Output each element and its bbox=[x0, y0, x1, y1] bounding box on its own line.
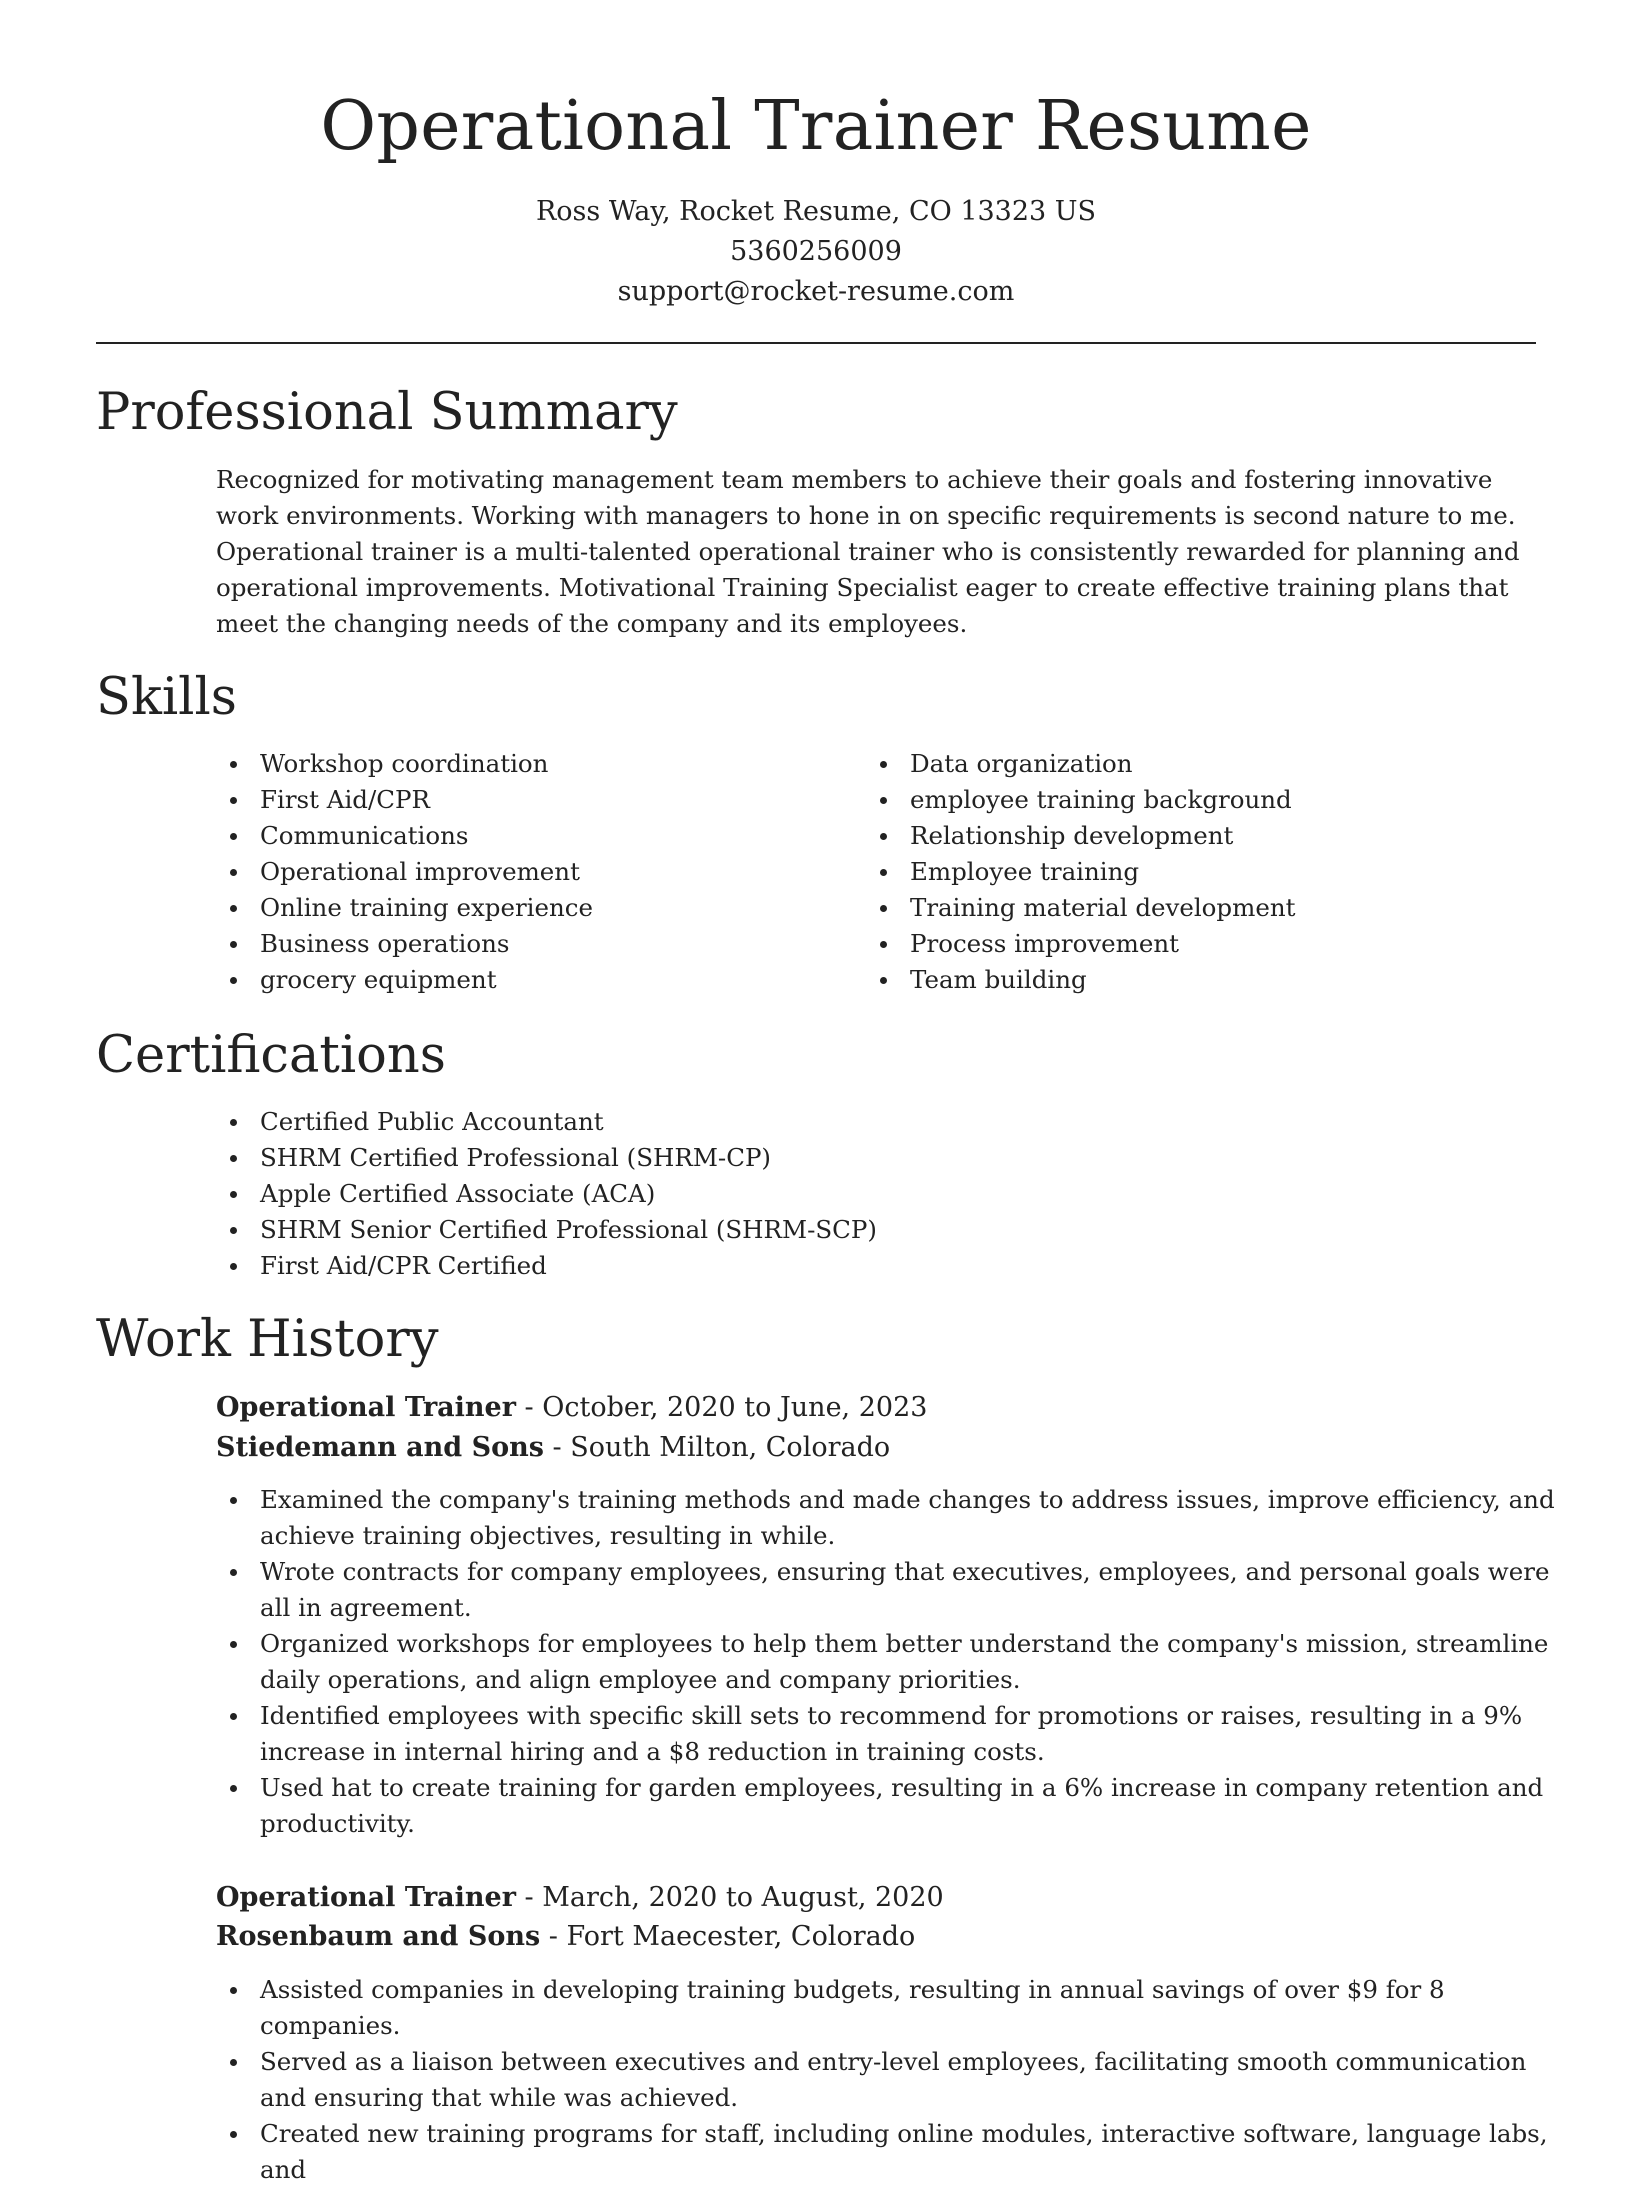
job-bullet-list bbox=[216, 1972, 1556, 2188]
job-title: Operational Trainer bbox=[216, 1882, 516, 1913]
skill-item: grocery equipment bbox=[216, 962, 856, 998]
certifications-list bbox=[216, 1104, 1216, 1284]
skills-heading: Skills bbox=[96, 668, 237, 727]
job-company-line: Rosenbaum and Sons - Fort Maecester, Colorado bbox=[216, 1921, 916, 1952]
contact-phone: 5360256009 bbox=[730, 236, 902, 267]
job-location: Fort Maecester, Colorado bbox=[566, 1921, 916, 1952]
work-history-heading: Work History bbox=[96, 1310, 439, 1369]
job-company-line: Stiedemann and Sons - South Milton, Colorado bbox=[216, 1432, 891, 1463]
skill-item: Employee training bbox=[866, 854, 1506, 890]
certification-item: SHRM Certified Professional (SHRM-CP) bbox=[216, 1140, 1216, 1176]
certification-item: First Aid/CPR Certified bbox=[216, 1248, 1216, 1284]
job-title-line: Operational Trainer - October, 2020 to June, 2023 bbox=[216, 1392, 928, 1423]
skill-item: Online training experience bbox=[216, 890, 856, 926]
job-dates: October, 2020 to June, 2023 bbox=[542, 1392, 928, 1423]
job-bullet: Examined the company's training methods and made changes to address issues, improve efficiency, and achieve training objectives, resulting in while. bbox=[216, 1482, 1556, 1554]
skill-item: First Aid/CPR bbox=[216, 782, 856, 818]
certifications-heading: Certifications bbox=[96, 1026, 446, 1085]
skill-item: Data organization bbox=[866, 746, 1506, 782]
resume-title: Operational Trainer Resume bbox=[320, 87, 1312, 166]
job-bullet: Organized workshops for employees to help them better understand the company's mission, streamline daily operations, and align employee and company priorities. bbox=[216, 1626, 1556, 1698]
skill-item: Relationship development bbox=[866, 818, 1506, 854]
job-company: Rosenbaum and Sons bbox=[216, 1921, 541, 1952]
skill-item: employee training background bbox=[866, 782, 1506, 818]
skill-item: Workshop coordination bbox=[216, 746, 856, 782]
job-company: Stiedemann and Sons bbox=[216, 1432, 544, 1463]
summary-text: Recognized for motivating management team members to achieve their goals and fostering innovative work environments. Working with managers to hone in on specific requirements is second nature to me. Operational trainer is a multi-talented operational trainer who is consistently rewarded for planning and operational improvements. Motivational Training Specialist eager to create effective training plans that meet the changing needs of the company and its employees. bbox=[216, 465, 1520, 638]
skill-item: Communications bbox=[216, 818, 856, 854]
job-bullet: Used hat to create training for garden employees, resulting in a 6% increase in company retention and productivity. bbox=[216, 1770, 1556, 1842]
certification-item: Apple Certified Associate (ACA) bbox=[216, 1176, 1216, 1212]
job-bullet: Wrote contracts for company employees, ensuring that executives, employees, and personal goals were all in agreement. bbox=[216, 1554, 1556, 1626]
job-title-line: Operational Trainer - March, 2020 to August, 2020 bbox=[216, 1882, 944, 1913]
job-bullet: Served as a liaison between executives and entry-level employees, facilitating smooth communication and ensuring that while was achieved. bbox=[216, 2044, 1556, 2116]
job-title: Operational Trainer bbox=[216, 1392, 516, 1423]
skills-list-right bbox=[866, 746, 1506, 998]
skills-list-left bbox=[216, 746, 856, 998]
job-location: South Milton, Colorado bbox=[570, 1432, 891, 1463]
summary-heading: Professional Summary bbox=[96, 383, 678, 442]
contact-block bbox=[0, 192, 1632, 312]
skill-item: Business operations bbox=[216, 926, 856, 962]
certification-item: Certified Public Accountant bbox=[216, 1104, 1216, 1140]
job-bullet: Identified employees with specific skill sets to recommend for promotions or raises, resulting in a 9% increase in internal hiring and a $8 reduction in training costs. bbox=[216, 1698, 1556, 1770]
skill-item: Training material development bbox=[866, 890, 1506, 926]
contact-email: support@rocket-resume.com bbox=[617, 276, 1015, 307]
job-bullet: Assisted companies in developing training budgets, resulting in annual savings of over $9 for 8 companies. bbox=[216, 1972, 1556, 2044]
job-bullet: Created new training programs for staff, including online modules, interactive software, language labs, and bbox=[216, 2116, 1556, 2188]
header-divider bbox=[96, 342, 1536, 344]
contact-address: Ross Way, Rocket Resume, CO 13323 US bbox=[535, 196, 1097, 227]
job-bullet-list bbox=[216, 1482, 1556, 1842]
job-dates: March, 2020 to August, 2020 bbox=[542, 1882, 944, 1913]
skill-item: Team building bbox=[866, 962, 1506, 998]
skill-item: Operational improvement bbox=[216, 854, 856, 890]
skill-item: Process improvement bbox=[866, 926, 1506, 962]
certification-item: SHRM Senior Certified Professional (SHRM-SCP) bbox=[216, 1212, 1216, 1248]
